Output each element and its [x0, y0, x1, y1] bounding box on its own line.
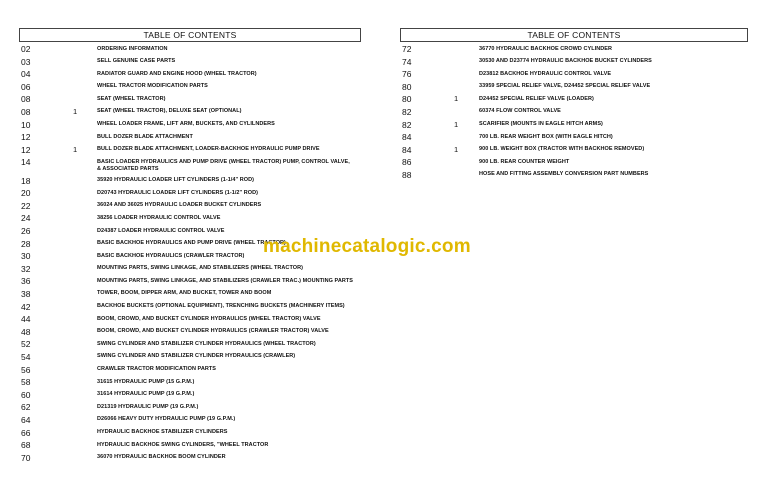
toc-header-left: TABLE OF CONTENTS — [19, 28, 361, 42]
toc-description: CRAWLER TRACTOR MODIFICATION PARTS — [97, 366, 217, 373]
toc-description: 60374 FLOW CONTROL VALVE — [479, 108, 561, 115]
toc-row — [19, 143, 361, 156]
toc-description: BOOM, CROWD, AND BUCKET CYLINDER HYDRAULICS (CRAWLER TRACTOR) VALVE — [97, 328, 329, 335]
toc-row — [400, 55, 748, 68]
toc-description: 30530 AND D23774 HYDRAULIC BACKHOE BUCKET CYLINDERS — [479, 58, 652, 65]
toc-row — [19, 174, 361, 187]
toc-description: D26066 HEAVY DUTY HYDRAULIC PUMP (19 G.P.M.) — [97, 416, 236, 423]
toc-page-number: 56 — [21, 364, 31, 375]
toc-description: SEAT (WHEEL TRACTOR), DELUXE SEAT (OPTIONAL) — [97, 108, 242, 115]
toc-row — [19, 300, 361, 313]
toc-row — [19, 55, 361, 68]
toc-row — [19, 350, 361, 363]
toc-description: MOUNTING PARTS, SWING LINKAGE, AND STABILIZERS (WHEEL TRACTOR) — [97, 265, 303, 272]
toc-row — [19, 363, 361, 376]
toc-description: D24452 SPECIAL RELIEF VALVE (LOADER) — [479, 95, 594, 102]
toc-description: BASIC BACKHOE HYDRAULICS (CRAWLER TRACTOR) — [97, 252, 245, 259]
toc-description: BASIC LOADER HYDRAULICS AND PUMP DRIVE (WHEEL TRACTOR) PUMP, CONTROL VALVE, & ASSOCIATED PARTS — [97, 158, 350, 172]
toc-description: 900 LB. WEIGHT BOX (TRACTOR WITH BACKHOE REMOVED) — [479, 146, 645, 153]
toc-page-number: 80 — [402, 81, 412, 92]
toc-description: RADIATOR GUARD AND ENGINE HOOD (WHEEL TRACTOR) — [97, 70, 257, 77]
toc-page-number: 38 — [21, 288, 31, 299]
toc-description: 36024 AND 36025 HYDRAULIC LOADER BUCKET CYLINDERS — [97, 202, 262, 209]
toc-description: SWING CYLINDER AND STABILIZER CYLINDER HYDRAULICS (WHEEL TRACTOR) — [97, 340, 316, 347]
toc-description: 36770 HYDRAULIC BACKHOE CROWD CYLINDER — [479, 45, 612, 52]
toc-page-number: 10 — [21, 119, 31, 130]
toc-page-number: 12 — [21, 132, 31, 143]
toc-row — [19, 224, 361, 237]
toc-row — [400, 118, 748, 131]
toc-description: D20743 HYDRAULIC LOADER LIFT CYLINDERS (1-1/2" ROD) — [97, 189, 259, 196]
toc-page-number: 80 — [402, 94, 412, 105]
toc-row — [19, 337, 361, 350]
toc-description: HOSE AND FITTING ASSEMBLY CONVERSION PART NUMBERS — [479, 171, 649, 178]
toc-row — [19, 67, 361, 80]
toc-row — [400, 155, 748, 168]
toc-sub-index: 1 — [454, 144, 459, 154]
toc-row — [19, 451, 361, 464]
toc-description: 31615 HYDRAULIC PUMP (15 G.P.M.) — [97, 378, 195, 385]
toc-page-number: 06 — [21, 81, 31, 92]
toc-page-number: 04 — [21, 69, 31, 80]
toc-row — [19, 42, 361, 55]
toc-page-number: 03 — [21, 56, 31, 67]
toc-page-number: 26 — [21, 226, 31, 237]
toc-right-rows — [400, 42, 748, 181]
toc-row — [19, 155, 361, 173]
toc-page-number: 62 — [21, 402, 31, 413]
toc-sub-index: 1 — [73, 106, 78, 116]
toc-page-number: 68 — [21, 440, 31, 451]
toc-page-number: 20 — [21, 188, 31, 199]
toc-page-number: 22 — [21, 200, 31, 211]
toc-page-number: 08 — [21, 94, 31, 105]
toc-page-number: 02 — [21, 44, 31, 54]
toc-row — [400, 168, 748, 181]
toc-page-number: 30 — [21, 251, 31, 262]
toc-row — [400, 143, 748, 156]
toc-row — [400, 92, 748, 105]
toc-page-number: 14 — [21, 157, 31, 168]
toc-row — [19, 400, 361, 413]
toc-description: SELL GENUINE CASE PARTS — [97, 58, 176, 65]
toc-description: D24387 LOADER HYDRAULIC CONTROL VALVE — [97, 227, 225, 234]
toc-row — [19, 130, 361, 143]
toc-description: 35920 HYDRAULIC LOADER LIFT CYLINDERS (1-1/4" ROD) — [97, 177, 254, 184]
toc-page-number: 84 — [402, 144, 412, 155]
toc-row — [19, 80, 361, 93]
toc-description: MOUNTING PARTS, SWING LINKAGE, AND STABILIZERS (CRAWLER TRAC.) MOUNTING PARTS — [97, 277, 354, 284]
toc-description: TOWER, BOOM, DIPPER ARM, AND BUCKET, TOWER AND BOOM — [97, 290, 272, 297]
toc-description: HYDRAULIC BACKHOE SWING CYLINDERS, "WHEEL TRACTOR — [97, 441, 269, 448]
toc-page-number: 32 — [21, 263, 31, 274]
toc-description: WHEEL LOADER FRAME, LIFT ARM, BUCKETS, AND CYLILNDERS — [97, 121, 275, 128]
toc-right-panel — [400, 28, 748, 181]
toc-description: D21319 HYDRAULIC PUMP (19 G.P.M.) — [97, 403, 199, 410]
toc-row — [400, 130, 748, 143]
toc-page-number: 42 — [21, 301, 31, 312]
toc-row — [19, 413, 361, 426]
toc-page-number: 60 — [21, 389, 31, 400]
toc-page-number: 08 — [21, 106, 31, 117]
toc-description: 38256 LOADER HYDRAULIC CONTROL VALVE — [97, 214, 221, 221]
toc-row — [19, 325, 361, 338]
toc-description: WHEEL TRACTOR MODIFICATION PARTS — [97, 83, 208, 90]
toc-description: SWING CYLINDER AND STABILIZER CYLINDER HYDRAULICS (CRAWLER) — [97, 353, 296, 360]
toc-row — [19, 388, 361, 401]
toc-row — [19, 274, 361, 287]
toc-description: SCARIFIER (MOUNTS IN EAGLE HITCH ARMS) — [479, 121, 603, 128]
toc-page-number: 48 — [21, 326, 31, 337]
toc-sub-index: 1 — [73, 144, 78, 154]
toc-description: ORDERING INFORMATION — [97, 45, 168, 52]
toc-row — [400, 105, 748, 118]
toc-row — [400, 67, 748, 80]
toc-page-number: 82 — [402, 119, 412, 130]
toc-page-number: 70 — [21, 452, 31, 463]
toc-page-number: 24 — [21, 213, 31, 224]
toc-page-number: 44 — [21, 314, 31, 325]
toc-description: BASIC BACKHOE HYDRAULICS AND PUMP DRIVE (WHEEL TRACTOR) — [97, 240, 286, 247]
toc-sub-index: 1 — [454, 119, 459, 129]
toc-page-number: 52 — [21, 339, 31, 350]
toc-page-number: 58 — [21, 377, 31, 388]
toc-page-number: 76 — [402, 69, 412, 80]
toc-row — [19, 287, 361, 300]
toc-page-number: 28 — [21, 238, 31, 249]
toc-row — [19, 438, 361, 451]
toc-description: BACKHOE BUCKETS (OPTIONAL EQUIPMENT), TRENCHING BUCKETS (MACHINERY ITEMS) — [97, 303, 345, 310]
toc-description: HYDRAULIC BACKHOE STABILIZER CYLINDERS — [97, 429, 228, 436]
toc-page-number: 82 — [402, 106, 412, 117]
toc-page-number: 84 — [402, 132, 412, 143]
toc-page-number: 72 — [402, 44, 412, 54]
toc-row — [400, 80, 748, 93]
toc-row — [19, 426, 361, 439]
toc-row — [19, 105, 361, 118]
toc-page-number: 54 — [21, 351, 31, 362]
toc-description: BULL DOZER BLADE ATTACHMENT — [97, 133, 193, 140]
toc-page-number: 86 — [402, 157, 412, 168]
toc-row — [19, 92, 361, 105]
toc-row — [19, 262, 361, 275]
watermark-text: machinecatalogic.com — [263, 236, 471, 257]
toc-page-number: 74 — [402, 56, 412, 67]
toc-page-number: 64 — [21, 414, 31, 425]
toc-row — [400, 42, 748, 55]
toc-description: BOOM, CROWD, AND BUCKET CYLINDER HYDRAULICS (WHEEL TRACTOR) VALVE — [97, 315, 321, 322]
toc-row — [19, 118, 361, 131]
toc-description: SEAT (WHEEL TRACTOR) — [97, 95, 166, 102]
toc-row — [19, 312, 361, 325]
toc-page-number: 12 — [21, 144, 31, 155]
toc-page-number: 66 — [21, 427, 31, 438]
toc-description: D23812 BACKHOE HYDRAULIC CONTROL VALVE — [479, 70, 612, 77]
toc-page-number: 36 — [21, 276, 31, 287]
toc-description: 900 LB. REAR COUNTER WEIGHT — [479, 158, 570, 165]
toc-row — [19, 199, 361, 212]
toc-description: 700 LB. REAR WEIGHT BOX (WITH EAGLE HITCH) — [479, 133, 613, 140]
toc-description: 31614 HYDRAULIC PUMP (19 G.P.M.) — [97, 391, 195, 398]
toc-page-number: 88 — [402, 169, 412, 180]
toc-row — [19, 186, 361, 199]
toc-description: 33959 SPECIAL RELIEF VALVE, D24452 SPECIAL RELIEF VALVE — [479, 83, 651, 90]
toc-sub-index: 1 — [454, 94, 459, 104]
toc-row — [19, 375, 361, 388]
toc-description: 36070 HYDRAULIC BACKHOE BOOM CYLINDER — [97, 454, 226, 461]
toc-row — [19, 211, 361, 224]
toc-page-number: 18 — [21, 175, 31, 186]
toc-description: BULL DOZER BLADE ATTACHMENT, LOADER-BACKHOE HYDRAULIC PUMP DRIVE — [97, 146, 320, 153]
toc-header-right: TABLE OF CONTENTS — [400, 28, 748, 42]
